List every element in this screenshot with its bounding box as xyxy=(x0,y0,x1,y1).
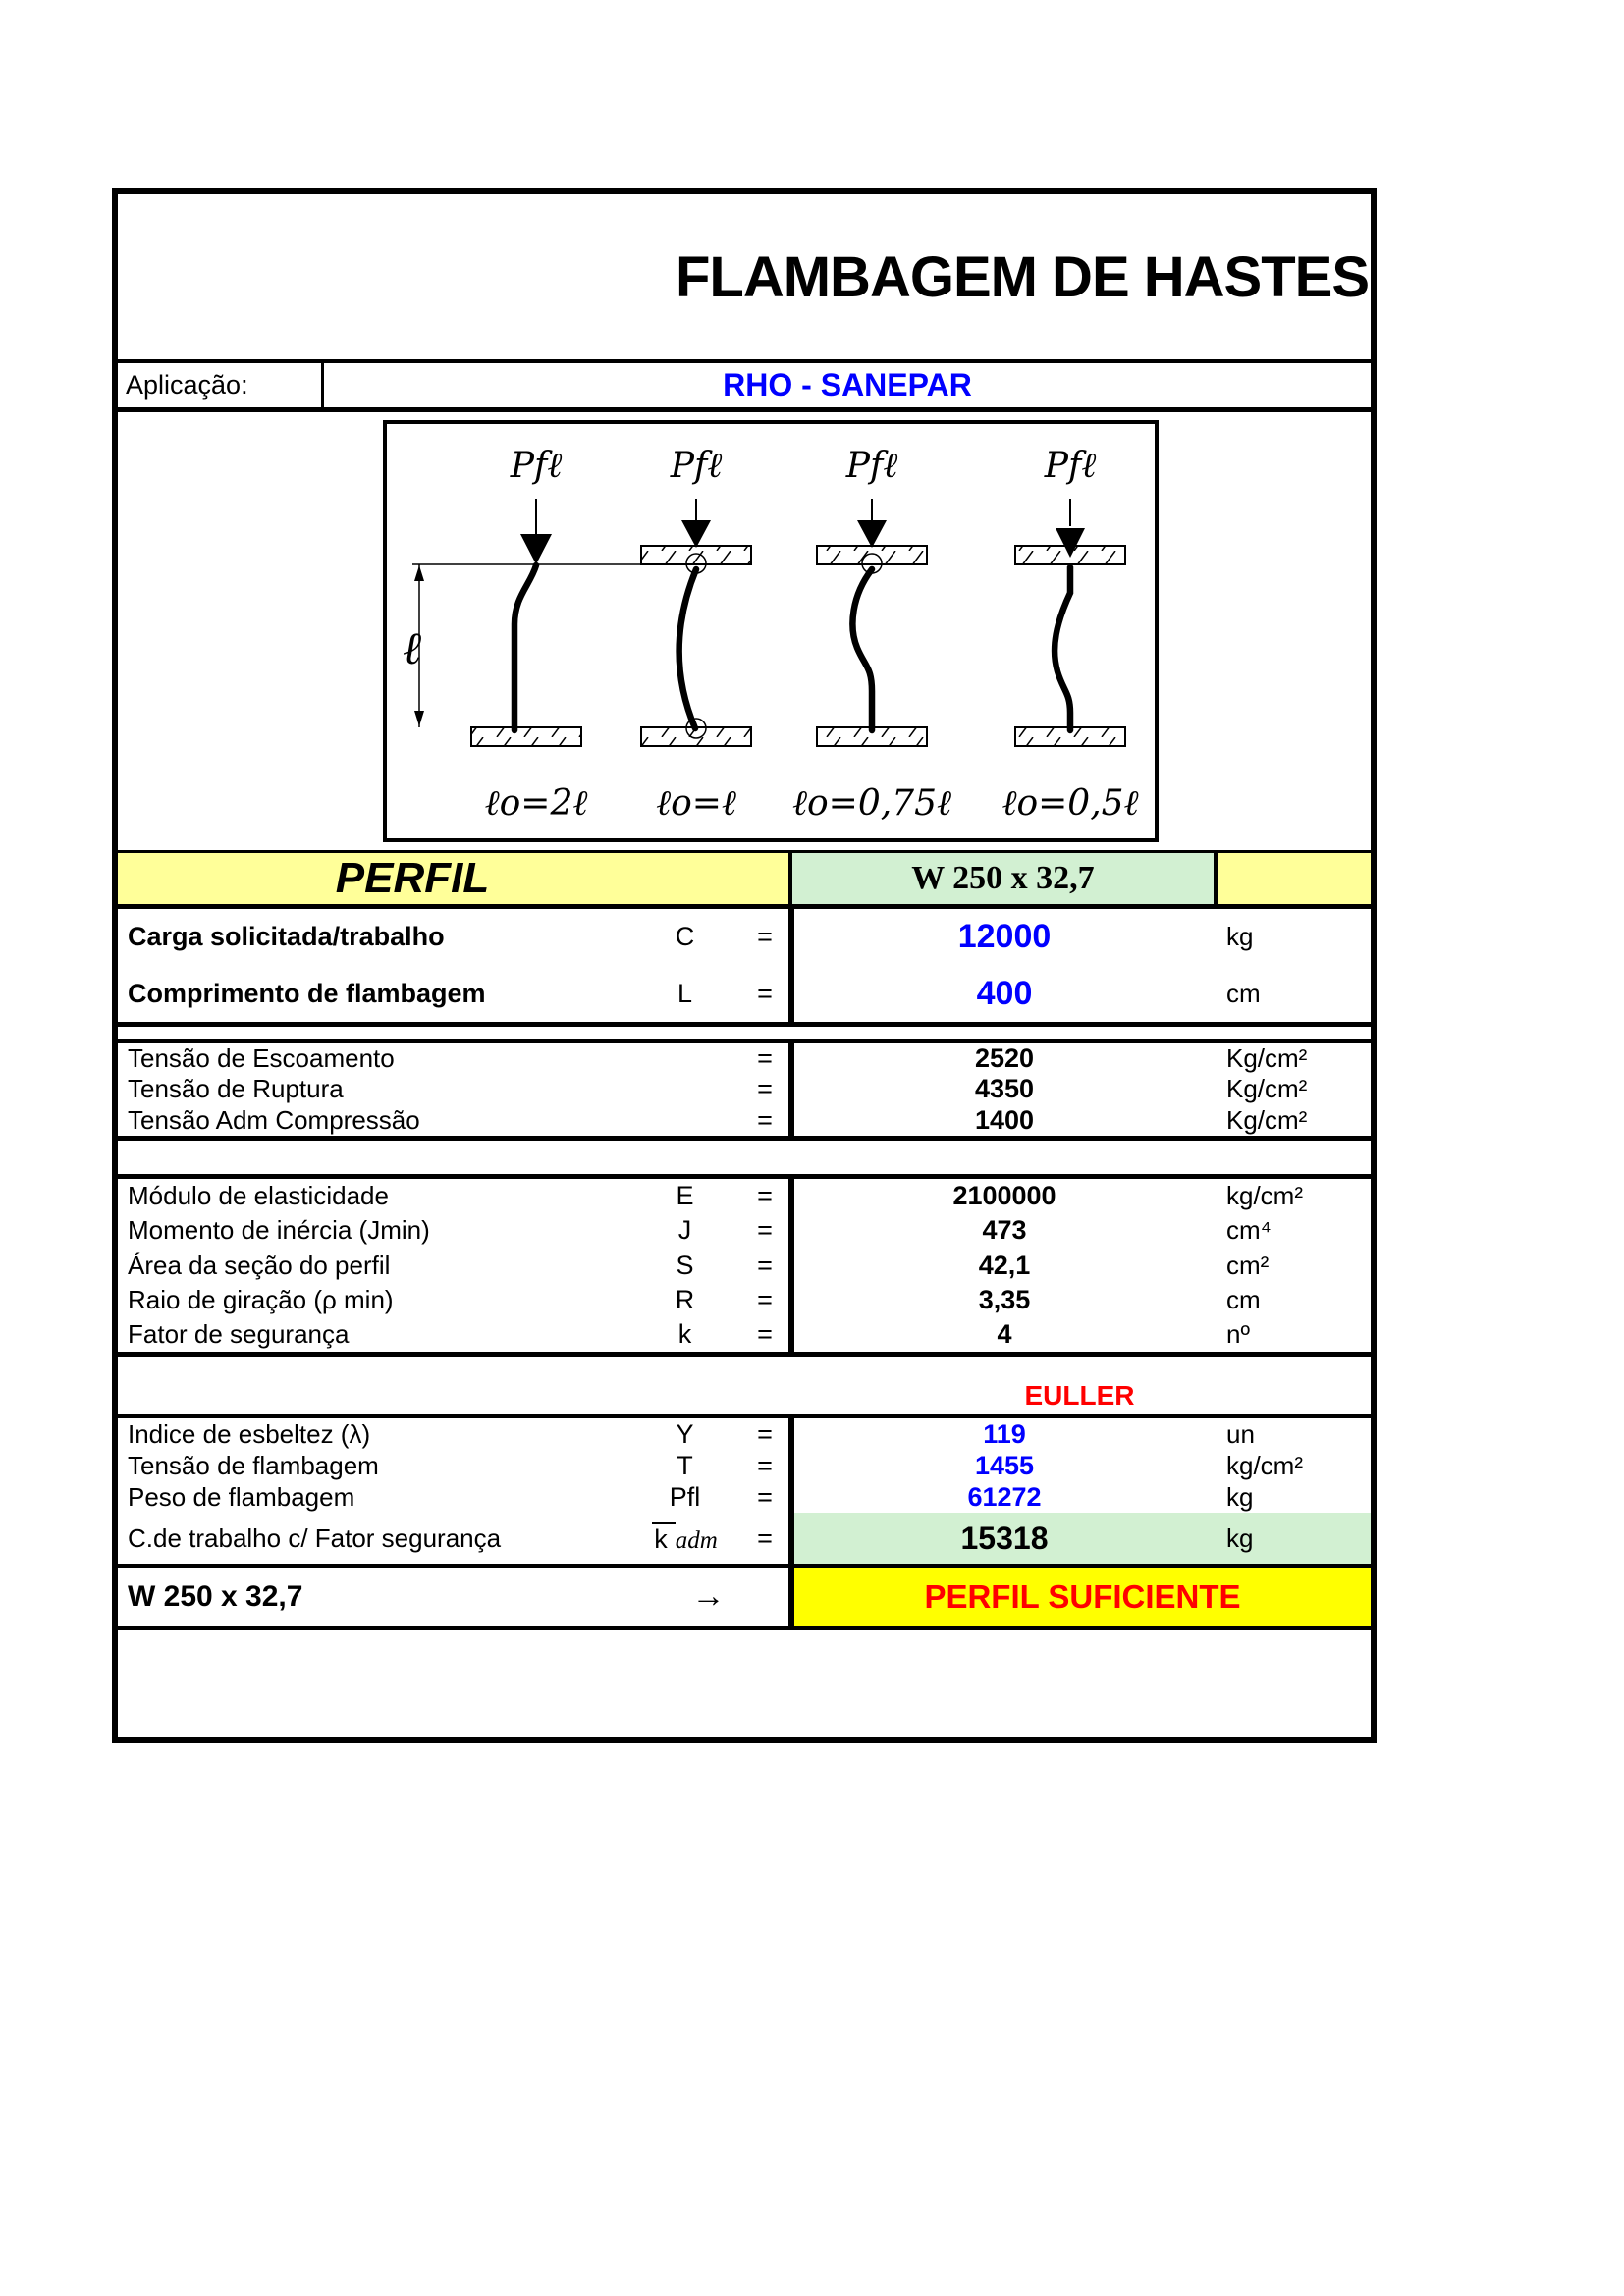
row-label: Tensão de Escoamento xyxy=(128,1043,395,1074)
row-value-cell: 2100000 xyxy=(788,1179,1215,1213)
top-support-2 xyxy=(641,546,751,564)
row-area-secao xyxy=(118,1248,1371,1282)
equals-sign: = xyxy=(757,1181,773,1211)
equals-sign: = xyxy=(757,1318,773,1349)
application-value-cell[interactable]: RHO - SANEPAR xyxy=(723,367,972,402)
case-label-4: ℓo=0,5ℓ xyxy=(1001,783,1139,824)
equals-sign: = xyxy=(757,1481,773,1512)
row-label: Tensão de flambagem xyxy=(128,1450,379,1480)
row-unit: cm² xyxy=(1226,1250,1270,1280)
inputs-section xyxy=(118,909,1371,1027)
spacer-row xyxy=(118,1141,1371,1174)
empty-footer-row xyxy=(118,1630,1371,1737)
tensoes-section xyxy=(118,1039,1371,1141)
row-unit: Kg/cm² xyxy=(1226,1104,1308,1135)
row-symbol: L xyxy=(677,978,693,1008)
propriedades-section xyxy=(118,1174,1371,1357)
load-label-4: Pfℓ xyxy=(1044,446,1097,486)
equals-sign: = xyxy=(757,1250,773,1280)
application-row xyxy=(118,363,1371,412)
row-symbol: S xyxy=(676,1250,694,1280)
euller-header: EULLER xyxy=(1024,1380,1135,1411)
row-unit: Kg/cm² xyxy=(1226,1043,1308,1074)
buckling-diagram-band xyxy=(118,412,1371,850)
row-carga-trabalho-fator xyxy=(118,1513,1371,1564)
row-value-cell: 4350 xyxy=(788,1074,1215,1104)
row-tensao-escoamento xyxy=(118,1043,1371,1074)
row-tensao-adm-compressao xyxy=(118,1105,1371,1136)
equals-sign: = xyxy=(757,1450,773,1480)
row-value-cell: 2520 xyxy=(788,1043,1215,1074)
row-fator-seguranca xyxy=(118,1317,1371,1352)
row-label: Raio de giração (ρ min) xyxy=(128,1284,394,1314)
title-band xyxy=(118,194,1371,363)
result-status-badge: PERFIL SUFICIENTE xyxy=(788,1568,1371,1626)
perfil-header-row xyxy=(118,850,1371,909)
row-raio-giracao xyxy=(118,1283,1371,1317)
row-label: Tensão de Ruptura xyxy=(128,1074,344,1104)
equals-sign: = xyxy=(757,1043,773,1074)
row-symbol: T xyxy=(677,1450,693,1480)
bottom-support-1 xyxy=(471,727,581,746)
equals-sign: = xyxy=(757,1074,773,1104)
row-value-cell: 61272 xyxy=(788,1481,1215,1513)
page-title: FLAMBAGEM DE HASTES xyxy=(676,244,1369,309)
row-symbol: Y xyxy=(676,1418,694,1449)
carga-value-cell[interactable]: 12000 xyxy=(788,909,1215,966)
load-label-3: Pfℓ xyxy=(845,446,898,486)
row-unit: cm⁴ xyxy=(1226,1215,1272,1246)
result-row xyxy=(118,1568,1371,1630)
row-label: Área da seção do perfil xyxy=(128,1250,391,1280)
k-bar: k xyxy=(652,1522,676,1555)
buckling-modes-diagram xyxy=(383,420,1159,842)
right-arrow-icon: → xyxy=(691,1577,726,1615)
row-momento-inercia xyxy=(118,1213,1371,1248)
row-value-cell: 42,1 xyxy=(788,1248,1215,1282)
admissible-load-cell: 15318 xyxy=(788,1513,1215,1564)
row-label: Momento de inércia (Jmin) xyxy=(128,1215,430,1246)
equals-sign: = xyxy=(757,978,773,1008)
row-value-cell: 1455 xyxy=(788,1450,1215,1481)
row-label: Fator de segurança xyxy=(128,1318,350,1349)
row-symbol: Pfl xyxy=(669,1481,701,1512)
row-symbol: C xyxy=(675,922,695,952)
row-label: Comprimento de flambagem xyxy=(128,978,486,1008)
row-label: Indice de esbeltez (λ) xyxy=(128,1418,371,1449)
case-label-2: ℓo=ℓ xyxy=(656,783,736,824)
application-label: Aplicação: xyxy=(118,363,324,407)
row-unit: cm xyxy=(1226,978,1261,1008)
comprimento-value-cell[interactable]: 400 xyxy=(788,966,1215,1023)
row-value-cell: 119 xyxy=(788,1418,1215,1450)
row-indice-esbeltez xyxy=(118,1418,1371,1450)
bottom-support-4 xyxy=(1015,727,1125,746)
row-unit: kg xyxy=(1226,922,1254,952)
equals-sign: = xyxy=(757,1418,773,1449)
row-label: Peso de flambagem xyxy=(128,1481,355,1512)
row-label: Módulo de elasticidade xyxy=(128,1181,389,1211)
row-symbol: E xyxy=(676,1181,694,1211)
row-symbol: R xyxy=(675,1284,695,1314)
row-tensao-flambagem xyxy=(118,1450,1371,1481)
row-unit: kg xyxy=(1215,1513,1371,1564)
row-symbol: J xyxy=(677,1215,692,1246)
calc-sheet xyxy=(112,188,1377,1743)
equals-sign: = xyxy=(757,1215,773,1246)
spacer-row xyxy=(118,1027,1371,1039)
row-unit: kg/cm² xyxy=(1226,1450,1303,1480)
row-carga-solicitada xyxy=(118,909,1371,966)
equals-sign: = xyxy=(757,922,773,952)
row-value-cell: 1400 xyxy=(788,1105,1215,1136)
load-label-1: Pfℓ xyxy=(510,446,563,486)
load-label-2: Pfℓ xyxy=(670,446,723,486)
kadm-symbol xyxy=(628,1522,741,1555)
case-label-3: ℓo=0,75ℓ xyxy=(792,783,951,824)
row-label: C.de trabalho c/ Fator segurança xyxy=(128,1522,502,1553)
bottom-support-3 xyxy=(817,727,927,746)
equals-sign: = xyxy=(757,1522,773,1553)
row-unit: un xyxy=(1226,1418,1255,1449)
row-tensao-ruptura xyxy=(118,1074,1371,1104)
row-modulo-elasticidade xyxy=(118,1179,1371,1213)
row-label: Carga solicitada/trabalho xyxy=(128,922,445,952)
row-value-cell: 3,35 xyxy=(788,1283,1215,1317)
row-value-cell: 4 xyxy=(788,1317,1215,1352)
row-unit: Kg/cm² xyxy=(1226,1074,1308,1104)
euller-header-band xyxy=(118,1357,1371,1414)
result-profile-label: W 250 x 32,7 xyxy=(128,1579,303,1613)
adm-subscript: adm xyxy=(675,1527,718,1554)
row-symbol: k xyxy=(677,1318,692,1349)
equals-sign: = xyxy=(757,1284,773,1314)
case-label-1: ℓo=2ℓ xyxy=(484,783,588,824)
length-label: ℓ xyxy=(403,621,422,674)
row-unit: cm xyxy=(1226,1284,1261,1314)
row-unit: kg/cm² xyxy=(1226,1181,1303,1211)
diagram-border xyxy=(385,422,1157,840)
row-peso-flambagem xyxy=(118,1481,1371,1513)
equals-sign: = xyxy=(757,1104,773,1135)
row-comprimento-flambagem xyxy=(118,966,1371,1023)
row-value-cell: 473 xyxy=(788,1213,1215,1248)
bottom-support-2 xyxy=(641,727,751,746)
row-unit: kg xyxy=(1226,1481,1254,1512)
row-unit: nº xyxy=(1226,1318,1250,1349)
row-label: Tensão Adm Compressão xyxy=(128,1104,420,1135)
euller-section xyxy=(118,1414,1371,1568)
perfil-label: PERFIL xyxy=(335,854,490,902)
top-support-4 xyxy=(1015,546,1125,564)
top-support-3 xyxy=(817,546,927,564)
perfil-value-cell[interactable]: W 250 x 32,7 xyxy=(788,853,1218,904)
